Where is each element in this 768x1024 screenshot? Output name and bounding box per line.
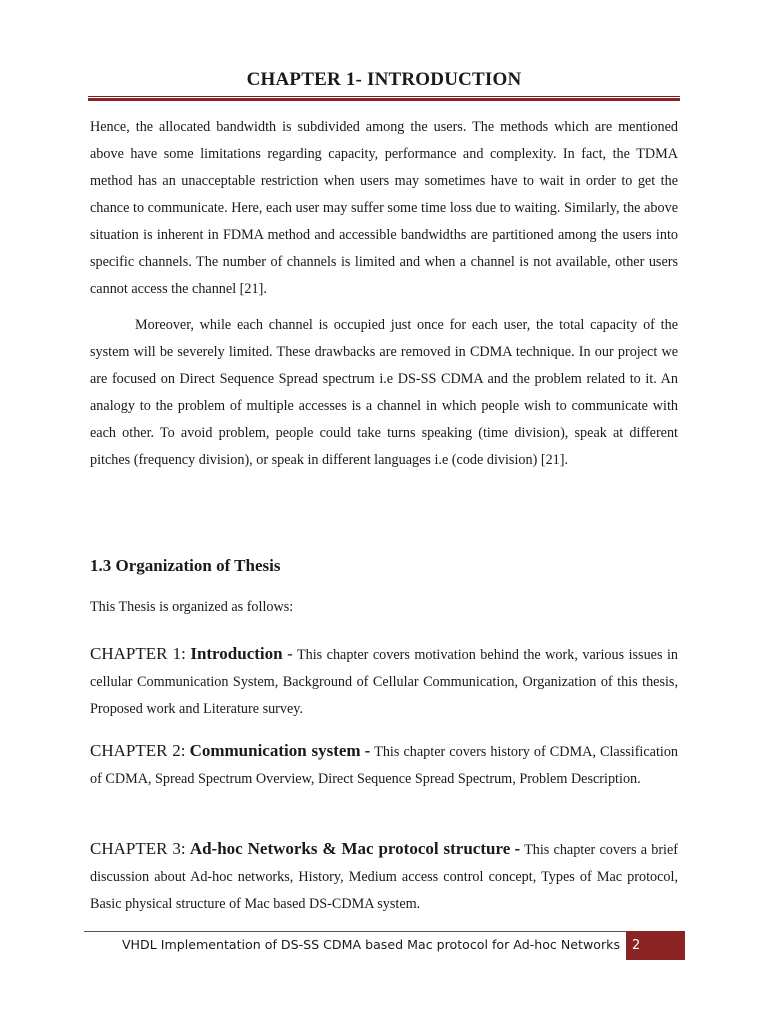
footer-running-title: VHDL Implementation of DS-SS CDMA based Mac protocol for Ad-hoc Networks bbox=[121, 937, 620, 952]
chapter-dash: - bbox=[287, 644, 293, 663]
footer-rule bbox=[84, 931, 628, 932]
header-rule-thin bbox=[88, 96, 680, 97]
section-intro: This Thesis is organized as follows: bbox=[90, 599, 294, 615]
paragraph-2: Moreover, while each channel is occupied just once for each user, the total capacity of the system will be severely limited. These drawbacks are removed in CDMA technique. In our project we are focused on Direct Sequence Spread spectrum i.e DS-SS CDMA and the problem related to it. An analogy to the problem of multiple accesses is a channel in which people wish to communicate with each other. To avoid problem, people could take turns speaking (time division), speak at different pitches (frequency division), or speak in different languages i.e (code division) [21]. bbox=[90, 317, 678, 468]
chapter-label: CHAPTER 2: bbox=[90, 741, 186, 760]
chapter-entry-3 bbox=[90, 835, 678, 918]
chapter-label: CHAPTER 1: bbox=[90, 644, 186, 663]
chapter-description: This chapter covers a brief discussion about Ad-hoc networks, History, Medium access control concept, Types of Mac protocol, Basic physical structure of Mac based DS-CDMA system. bbox=[90, 842, 679, 912]
section-heading: 1.3 Organization of Thesis bbox=[90, 556, 281, 575]
chapter-description: This chapter covers motivation behind the work, various issues in cellular Communication System, Background of Cellular Communication, Organization of this thesis, Proposed work and Literature survey. bbox=[90, 647, 678, 717]
chapter-title: CHAPTER 1- INTRODUCTION bbox=[246, 69, 522, 90]
paragraph-1: Hence, the allocated bandwidth is subdivided among the users. The methods which are mentioned above have some limitations regarding capacity, performance and complexity. In fact, the TDMA method has an unacceptable restriction when users may sometimes have to wait in order to get the chance to communicate. Here, each user may suffer some time loss due to waiting. Similarly, the above situation is inherent in FDMA method and accessible bandwidths are partitioned among the users into specific channels. The number of channels is limited and when a channel is not available, other users cannot access the channel [21]. bbox=[90, 119, 678, 297]
chapter-name: Introduction bbox=[190, 644, 283, 663]
page-number-badge: 2 bbox=[626, 931, 685, 960]
header-rule-thick bbox=[88, 98, 680, 101]
chapter-description: This chapter covers history of CDMA, Classification of CDMA, Spread Spectrum Overview, Direct Sequence Spread Spectrum, Problem Description. bbox=[90, 744, 679, 787]
chapter-entry-1 bbox=[90, 640, 678, 723]
chapter-entry-2 bbox=[90, 737, 678, 793]
chapter-dash: - bbox=[514, 839, 521, 858]
chapter-label: CHAPTER 3: bbox=[90, 839, 186, 858]
chapter-name: Communication system bbox=[189, 741, 361, 760]
chapter-name: Ad-hoc Networks & Mac protocol structure bbox=[189, 839, 511, 858]
body-text bbox=[90, 114, 678, 474]
chapter-dash: - bbox=[364, 741, 371, 760]
